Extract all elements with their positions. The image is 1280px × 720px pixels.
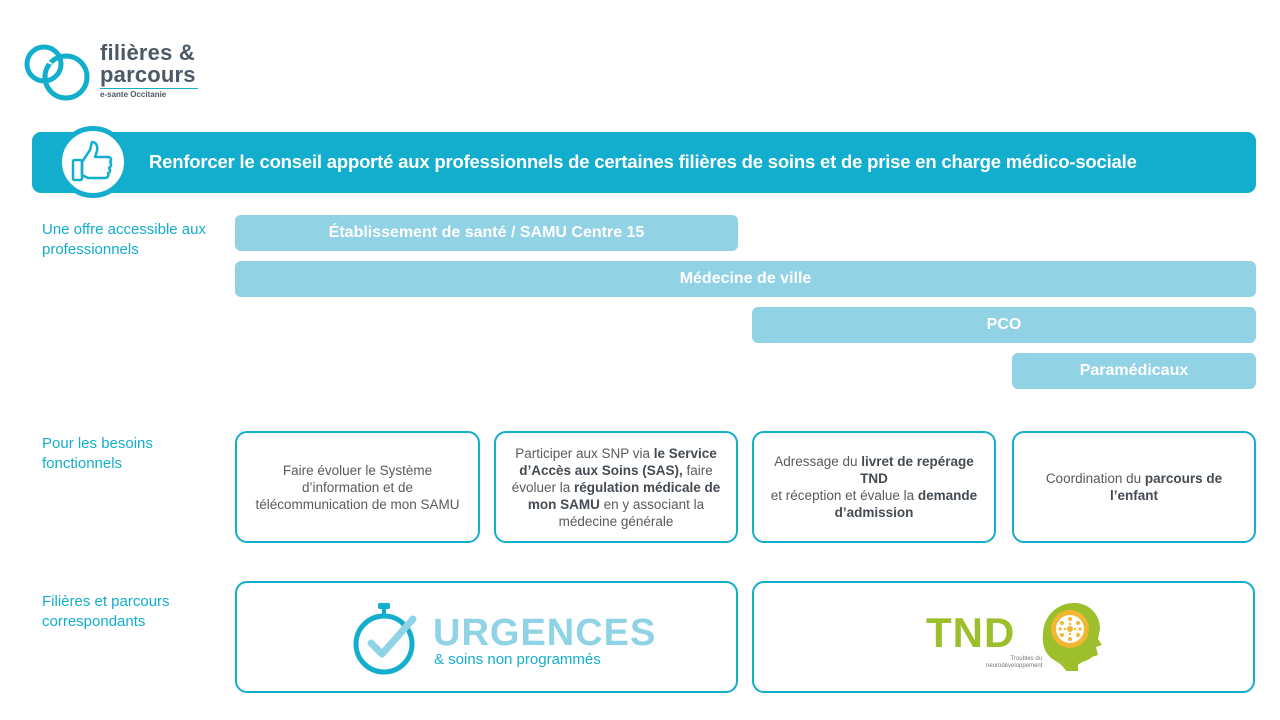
offer-bar-etablissement: Établissement de santé / SAMU Centre 15: [235, 215, 738, 251]
need-text-bold: livret de repérage TND: [860, 454, 974, 486]
need-text-bold: parcours de l’enfant: [1109, 471, 1223, 503]
offer-bar-pco: PCO: [752, 307, 1256, 343]
need-text-run: Adressage du: [774, 454, 862, 469]
need-text-run: Faire évoluer le Système d’information et de télécommunication de mon SAMU: [255, 462, 460, 512]
logo-line2: parcours: [100, 62, 196, 87]
need-box-tnd: [752, 431, 996, 543]
need-box-sas: [494, 431, 738, 543]
logo-rings-icon: [24, 44, 90, 102]
need-text: [502, 445, 730, 530]
brand-logo: [24, 40, 214, 104]
need-text-bold: le Service d’Accès aux Soins (SAS),: [519, 445, 717, 478]
offer-bar-medecine-ville: Médecine de ville: [235, 261, 1256, 297]
need-text-run: et réception et évalue la: [770, 488, 918, 503]
need-box-si-samu: [235, 431, 480, 543]
urgences-title: URGENCES: [433, 612, 657, 654]
filiere-urgences: [235, 581, 738, 693]
logo-wordmark: [100, 42, 196, 86]
section-label-besoins: Pour les besoins fonctionnels: [42, 435, 153, 472]
section-label-offre: Une offre accessible aux professionnels: [42, 221, 206, 258]
need-text-bold: régulation médicale de mon SAMU: [527, 479, 721, 512]
need-text-run: faire évoluer la: [511, 462, 713, 495]
need-text-bold: demande d’admission: [834, 488, 978, 520]
tnd-title: TND: [926, 609, 1016, 656]
need-text-run: Participer aux SNP via: [515, 445, 654, 461]
need-text: [762, 453, 986, 521]
banner: [32, 132, 1256, 193]
urgences-subtitle: & soins non programmés: [434, 651, 601, 668]
logo-subtitle: e-sante Occitanie: [100, 88, 198, 99]
banner-title: Renforcer le conseil apporté aux professionnels de certaines filières de soins et de prise en charge médico-sociale: [149, 151, 1137, 172]
need-text: [245, 462, 470, 513]
need-text-run: Coordination du: [1045, 471, 1145, 486]
stopwatch-check-icon: [351, 601, 421, 675]
need-text-run: en y associant la médecine générale: [558, 496, 705, 529]
offer-bar-paramedicaux: Paramédicaux: [1012, 353, 1256, 389]
thumbs-up-badge: [57, 126, 129, 198]
tnd-subtitle: Troubles du neurodéveloppement: [986, 656, 1043, 669]
logo-line1: filières &: [100, 40, 195, 65]
need-text: [1022, 470, 1246, 504]
head-profile-icon: [1038, 599, 1104, 675]
filiere-tnd: [752, 581, 1255, 693]
thumbs-up-icon: [68, 138, 118, 186]
section-label-filieres: Filières et parcours correspondants: [42, 593, 170, 630]
need-box-enfant: [1012, 431, 1256, 543]
